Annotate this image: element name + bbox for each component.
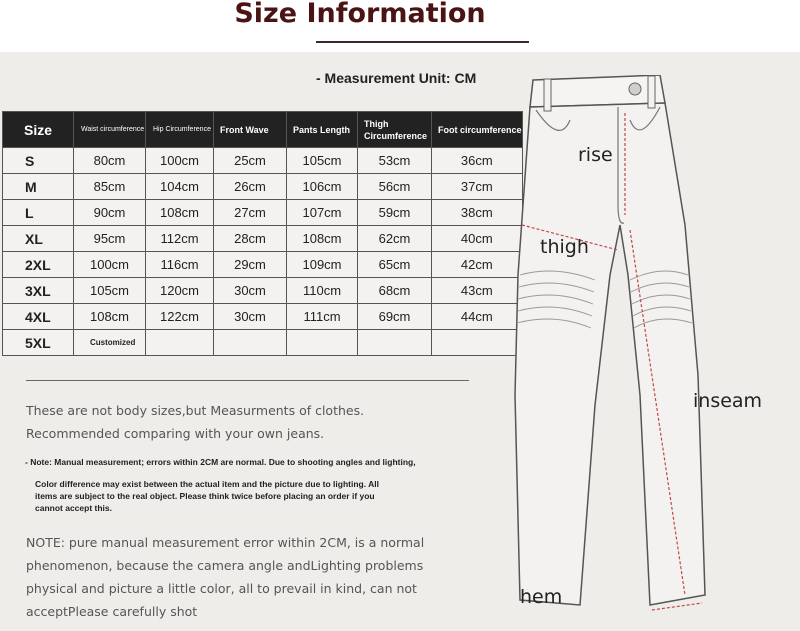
table-cell: 122cm [146,304,214,330]
table-cell: 100cm [74,252,146,278]
table-cell: 68cm [358,278,432,304]
belt-loop [648,76,655,108]
size-cell: XL [3,226,74,252]
table-cell: 109cm [287,252,358,278]
table-cell: 116cm [146,252,214,278]
table-cell: 36cm [432,148,523,174]
rise-label: rise [578,144,613,166]
column-header-hip: Hip Circumference [146,112,214,148]
table-header-row [3,112,523,148]
table-cell [214,330,287,356]
table-cell: 85cm [74,174,146,200]
note-line: These are not body sizes,but Measurments of clothes. [26,403,365,418]
table-cell: 111cm [287,304,358,330]
table-cell: 95cm [74,226,146,252]
table-cell: 108cm [146,200,214,226]
table-cell: 80cm [74,148,146,174]
table-cell: 30cm [214,278,287,304]
table-cell: 40cm [432,226,523,252]
table-cell: 106cm [287,174,358,200]
table-cell: 104cm [146,174,214,200]
size-cell: L [3,200,74,226]
note-line: Recommended comparing with your own jeans. [26,426,325,441]
hem-measure-line [652,603,702,610]
column-header-size: Size [3,112,74,148]
button-icon [629,83,641,95]
size-cell: 4XL [3,304,74,330]
table-row [3,226,523,252]
pants-outline [515,103,705,605]
table-cell: 112cm [146,226,214,252]
size-cell: 3XL [3,278,74,304]
column-header-pants-length: Pants Length [287,112,358,148]
jeans-diagram [500,75,790,631]
measurement-unit: - Measurement Unit: CM [316,70,477,86]
size-cell: 2XL [3,252,74,278]
table-row [3,252,523,278]
table-cell: 65cm [358,252,432,278]
table-cell [358,330,432,356]
table-row [3,330,523,356]
thigh-label: thigh [540,236,589,258]
table-cell: 100cm [146,148,214,174]
table-cell: 62cm [358,226,432,252]
table-cell: 44cm [432,304,523,330]
table-cell: 90cm [74,200,146,226]
clothing-size-note [26,399,466,445]
table-cell: 30cm [214,304,287,330]
table-cell [287,330,358,356]
table-row [3,278,523,304]
table-cell: 27cm [214,200,287,226]
table-cell: 38cm [432,200,523,226]
table-row [3,174,523,200]
table-cell: 26cm [214,174,287,200]
belt-loop [544,79,551,111]
manual-measurement-note: - Note: Manual measurement; errors within 2CM are normal. Due to shooting angles and lighting, [25,457,416,467]
table-row [3,148,523,174]
column-header-waist: Waist circumference [74,112,146,148]
jeans-illustration [500,75,790,631]
inseam-label: inseam [693,390,763,412]
title-divider [316,41,529,43]
table-cell: 25cm [214,148,287,174]
hem-label: hem [520,586,563,608]
table-cell: 69cm [358,304,432,330]
table-row [3,200,523,226]
table-cell: 29cm [214,252,287,278]
size-cell: S [3,148,74,174]
table-cell [146,330,214,356]
table-cell: 110cm [287,278,358,304]
size-cell: 5XL [3,330,74,356]
table-cell: 56cm [358,174,432,200]
table-cell: 59cm [358,200,432,226]
table-row [3,304,523,330]
table-cell: 53cm [358,148,432,174]
size-table [2,111,523,356]
page-title: Size Information [234,0,486,29]
table-cell: 107cm [287,200,358,226]
column-header-thigh: Thigh Circumference [358,112,432,148]
color-difference-note: Color difference may exist between the actual item and the picture due to lighting. All items are subject to the real object. Please think twice before placing an order if you cannot accept this. [35,479,379,513]
table-cell: 105cm [287,148,358,174]
table-cell: 108cm [74,304,146,330]
table-cell: 105cm [74,278,146,304]
section-divider [26,380,469,381]
size-cell: M [3,174,74,200]
table-cell: 28cm [214,226,287,252]
table-cell: 108cm [287,226,358,252]
table-cell: 120cm [146,278,214,304]
column-header-front-wave: Front Wave [214,112,287,148]
table-cell: 37cm [432,174,523,200]
table-cell: 42cm [432,252,523,278]
measurement-error-note: NOTE: pure manual measurement error within 2CM, is a normal phenomenon, because the camera angle andLighting problems physical and picture a little color, all to prevail in kind, can not acceptPlease carefully shot [26,535,425,619]
table-cell: 43cm [432,278,523,304]
column-header-foot: Foot circumference [432,112,523,148]
customized-note: Customized [74,330,146,356]
